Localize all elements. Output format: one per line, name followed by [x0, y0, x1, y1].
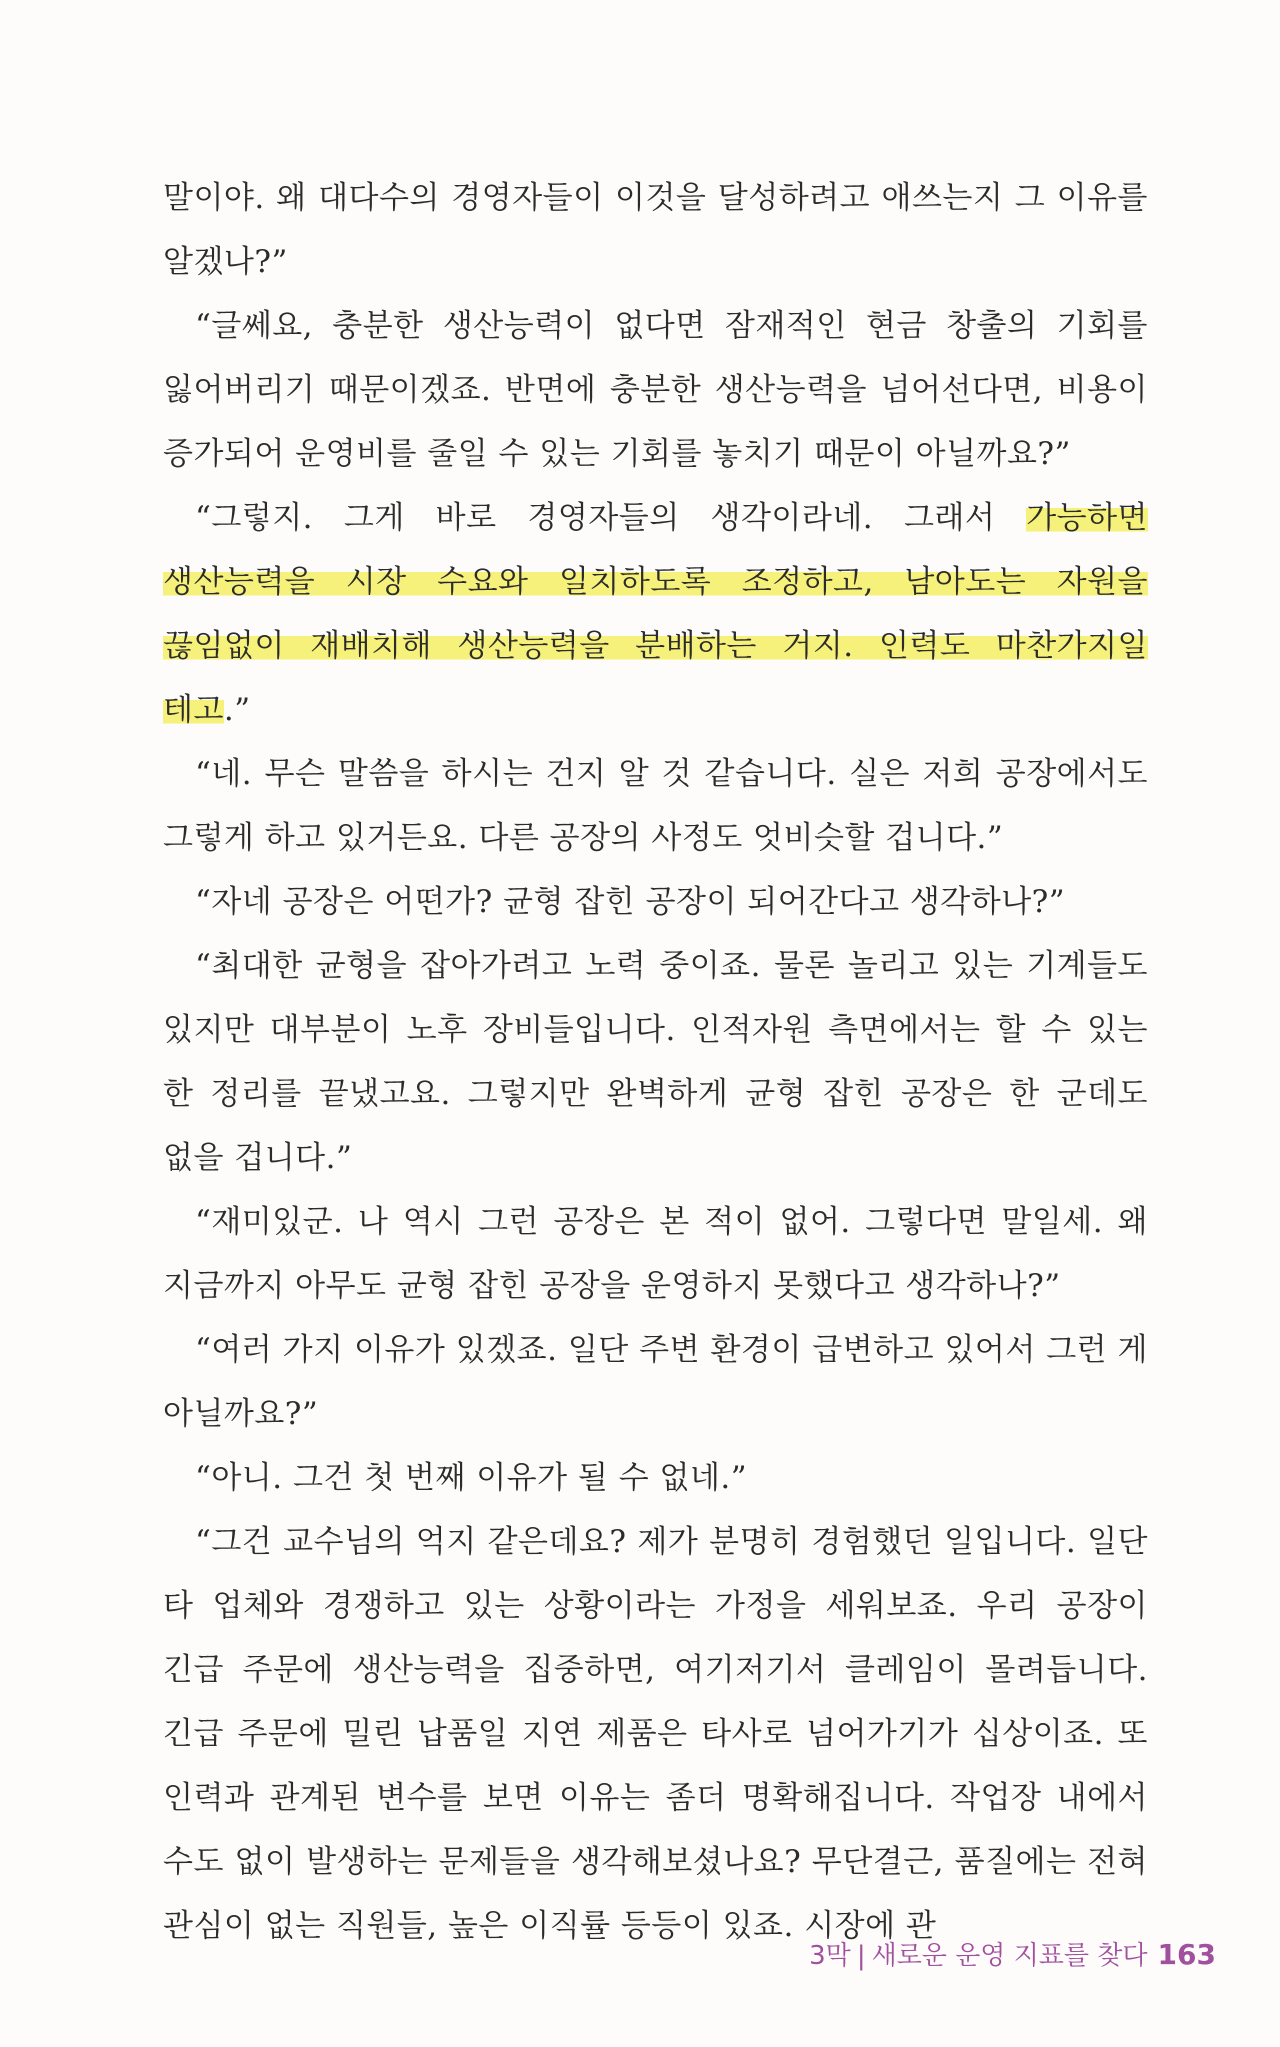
- paragraph-10: “그건 교수님의 억지 같은데요? 제가 분명히 경험했던 일입니다. 일단 타 업체와 경쟁하고 있는 상황이라는 가정을 세워보죠. 우리 공장이 긴급 주문에 생산능력을 집중하면, 여기저기서 클레임이 몰려듭니다. 긴급 주문에 밀린 납품일 지연 제품은 타사로 넘어가기가 십상이죠. 또 인력과 관계된 변수를 보면 이유는 좀더 명확해집니다. 작업장 내에서 수도 없이 발생하는 문제들을 생각해보셨나요? 무단결근, 품질에는 전혀 관심이 없는 직원들, 높은 이직률 등등이 있죠. 시장에 관: [163, 1524, 1148, 1944]
- page-number: 163: [1157, 1938, 1216, 1971]
- paragraph-9: “아니. 그건 첫 번째 이유가 될 수 없네.”: [195, 1460, 748, 1496]
- footer-separator: |: [856, 1941, 866, 1971]
- paragraph-3-tail: .”: [223, 692, 251, 728]
- footer-chapter-title: 새로운 운영 지표를 찾다: [871, 1941, 1148, 1971]
- paragraph-2: “글쎄요, 충분한 생산능력이 없다면 잠재적인 현금 창출의 기회를 잃어버리기 때문이겠죠. 반면에 충분한 생산능력을 넘어선다면, 비용이 증가되어 운영비를 줄일 수 있는 기회를 놓치기 때문이 아닐까요?”: [163, 308, 1148, 472]
- highlighted-passage: 가능하면 생산능력을 시장 수요와 일치하도록 조정하고, 남아도는 자원을 끊임없이 재배치해 생산능력을 분배하는 거지. 인력도 마찬가지일 테고: [163, 500, 1148, 728]
- paragraph-6: “최대한 균형을 잡아가려고 노력 중이죠. 물론 놀리고 있는 기계들도 있지만 대부분이 노후 장비들입니다. 인적자원 측면에서는 할 수 있는 한 정리를 끝냈고요. 그렇지만 완벽하게 균형 잡힌 공장은 한 군데도 없을 겁니다.”: [163, 948, 1148, 1176]
- running-footer: [809, 1935, 1216, 1972]
- paragraph-4: “네. 무슨 말씀을 하시는 건지 알 것 같습니다. 실은 저희 공장에서도 그렇게 하고 있거든요. 다른 공장의 사정도 엇비슷할 겁니다.”: [163, 756, 1148, 856]
- footer-section: 3막: [809, 1941, 851, 1971]
- paragraph-1: 말이야. 왜 대다수의 경영자들이 이것을 달성하려고 애쓰는지 그 이유를 알겠나?”: [163, 180, 1148, 280]
- paragraph-7: “재미있군. 나 역시 그런 공장은 본 적이 없어. 그렇다면 말일세. 왜 지금까지 아무도 균형 잡힌 공장을 운영하지 못했다고 생각하나?”: [163, 1204, 1148, 1304]
- paragraph-5: “자네 공장은 어떤가? 균형 잡힌 공장이 되어간다고 생각하나?”: [195, 884, 1066, 920]
- paragraph-3-lead: “그렇지. 그게 바로 경영자들의 생각이라네. 그래서: [195, 500, 1027, 536]
- paragraph-3: [163, 486, 1148, 742]
- body-text: [163, 166, 1148, 1958]
- paragraph-8: “여러 가지 이유가 있겠죠. 일단 주변 환경이 급변하고 있어서 그런 게 아닐까요?”: [163, 1332, 1148, 1432]
